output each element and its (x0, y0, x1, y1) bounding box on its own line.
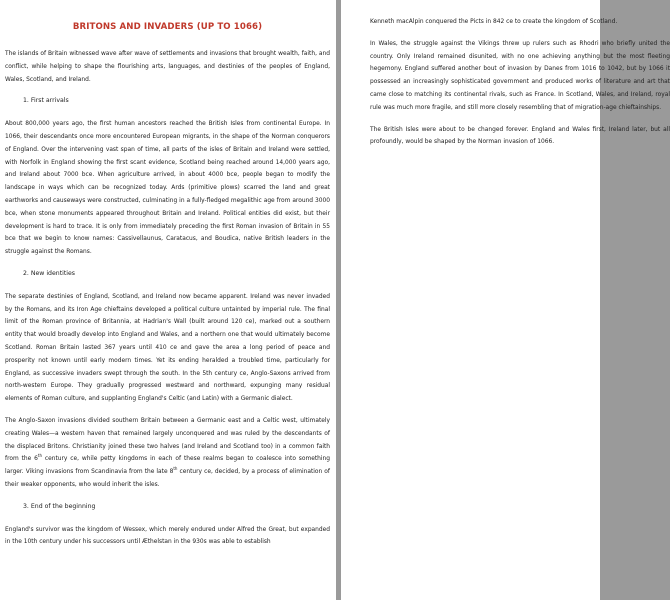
paragraph: The British Isles were about to be changed forever. England and Wales first, Ireland later, but all profoundly, would be shaped by the Norman invasion of 1066. (370, 126, 670, 146)
paragraph: About 800,000 years ago, the first human ancestors reached the British Isles from continental Europe. In 1066, their descendants once more encountered European migrants, in the shape of the Norman conquerors of England. Over the intervening vast span of time, all parts of the isles of Britain and Ireland were settled, with Norfolk in England showing the first scant evidence, Scotland being reached around 14,000 years ago, and Ireland about 7000 bce. When agriculture arrived, in about 4000 bce, people began to modify the landscape in ways which can be recognized today. Ards (primitive plows) scarred the land and great earthworks and causeways were constructed, culminating in a fully-fledged megalithic age from around 3000 bce, when stone monuments appeared throughout Britain and Ireland. Political entities did exist, but their development is hard to trace. It is only from immediately preceding the first Roman invasion of Britain in 55 bce that we begin to know names: Cassivellaunus, Caratacus, and Boudica, native British leaders in the struggle against the Romans. (5, 121, 330, 256)
superscript: th (173, 466, 178, 472)
paragraph: The separate destinies of England, Scotland, and Ireland now became apparent. Ireland was never invaded by the Romans, and its Iron Age chieftains developed a political culture untainted by imperial rule. The final limit of the Roman province of Britannia, at Hadrian's Wall (built around 120 ce), marked out a southern entity that would broadly develop into England and Wales, and a northern one that would ultimately become Scotland. Roman Britain lasted 367 years until 410 ce and gave the area a long period of peace and prosperity not known until early modern times. Yet its ending heralded a troubled time, particularly for England, as successive invaders swept through the south. In the 5th century ce, Anglo-Saxons arrived from north-western Europe. They gradually progressed westward and northward, expunging many residual elements of Roman culture, and supplanting England's Celtic (and Latin) with a Germanic dialect. (5, 293, 330, 403)
paragraph: England's survivor was the kingdom of Wessex, which merely endured under Alfred the Great, but expanded in the 10th century under his successors until Æthelstan in the 930s was able to establish (5, 526, 330, 546)
paragraph (5, 415, 330, 492)
intro-paragraph: The islands of Britain witnessed wave after wave of settlements and invasions that brought wealth, faith, and conflict, while helping to shape the flourishing arts, languages, and destinies of the peoples of England, Wales, Scotland, and Ireland. (5, 51, 330, 83)
paragraph-text: The Anglo-Saxon invasions divided southern Britain between a Germanic east and a Celtic west, ultimately creating Wales—a western haven that remained largely unconquered and was ruled by the descendants of the displaced Britons. Christianity joined these two halves (and Ireland and Scotland too) in a common faith from the 6 (5, 417, 330, 463)
section-heading-end-of-beginning: 3. End of the beginning (23, 502, 96, 510)
section-heading-new-identities: 2. New identities (23, 269, 76, 277)
superscript: th (37, 453, 42, 459)
page-title: BRITONS AND INVADERS (UP TO 1066) (72, 22, 263, 32)
paragraph-text: century ce, decided, by a process of elimination of their weaker opponents, who would inherit the isles. (5, 469, 330, 488)
paragraph-text: century ce, while petty kingdoms in each of these realms began to coalesce into something larger. Viking invasions from Scandinavia from the late 8 (5, 456, 330, 476)
document-page-right (341, 0, 670, 600)
section-heading-first-arrivals: 1. First arrivals (23, 97, 69, 105)
paragraph: Kenneth macAlpin conquered the Picts in 842 ce to create the kingdom of Scotland. (370, 19, 618, 25)
paragraph: In Wales, the struggle against the Vikings threw up rulers such as Rhodri who briefly united the country. Only Ireland remained disunited, with no one achieving anything but the most fleeting hegemony. England suffered another bout of invasion by Danes from 1016 to 1042, but by 1066 it possessed an increasingly sophisticated government and produced works of literature and art that came close to matching its continental rivals, such as France. In Scotland, Wales, and Ireland, royal rule was much more fragile, and still more closely resembling that of migration-age chieftainships. (370, 40, 670, 111)
